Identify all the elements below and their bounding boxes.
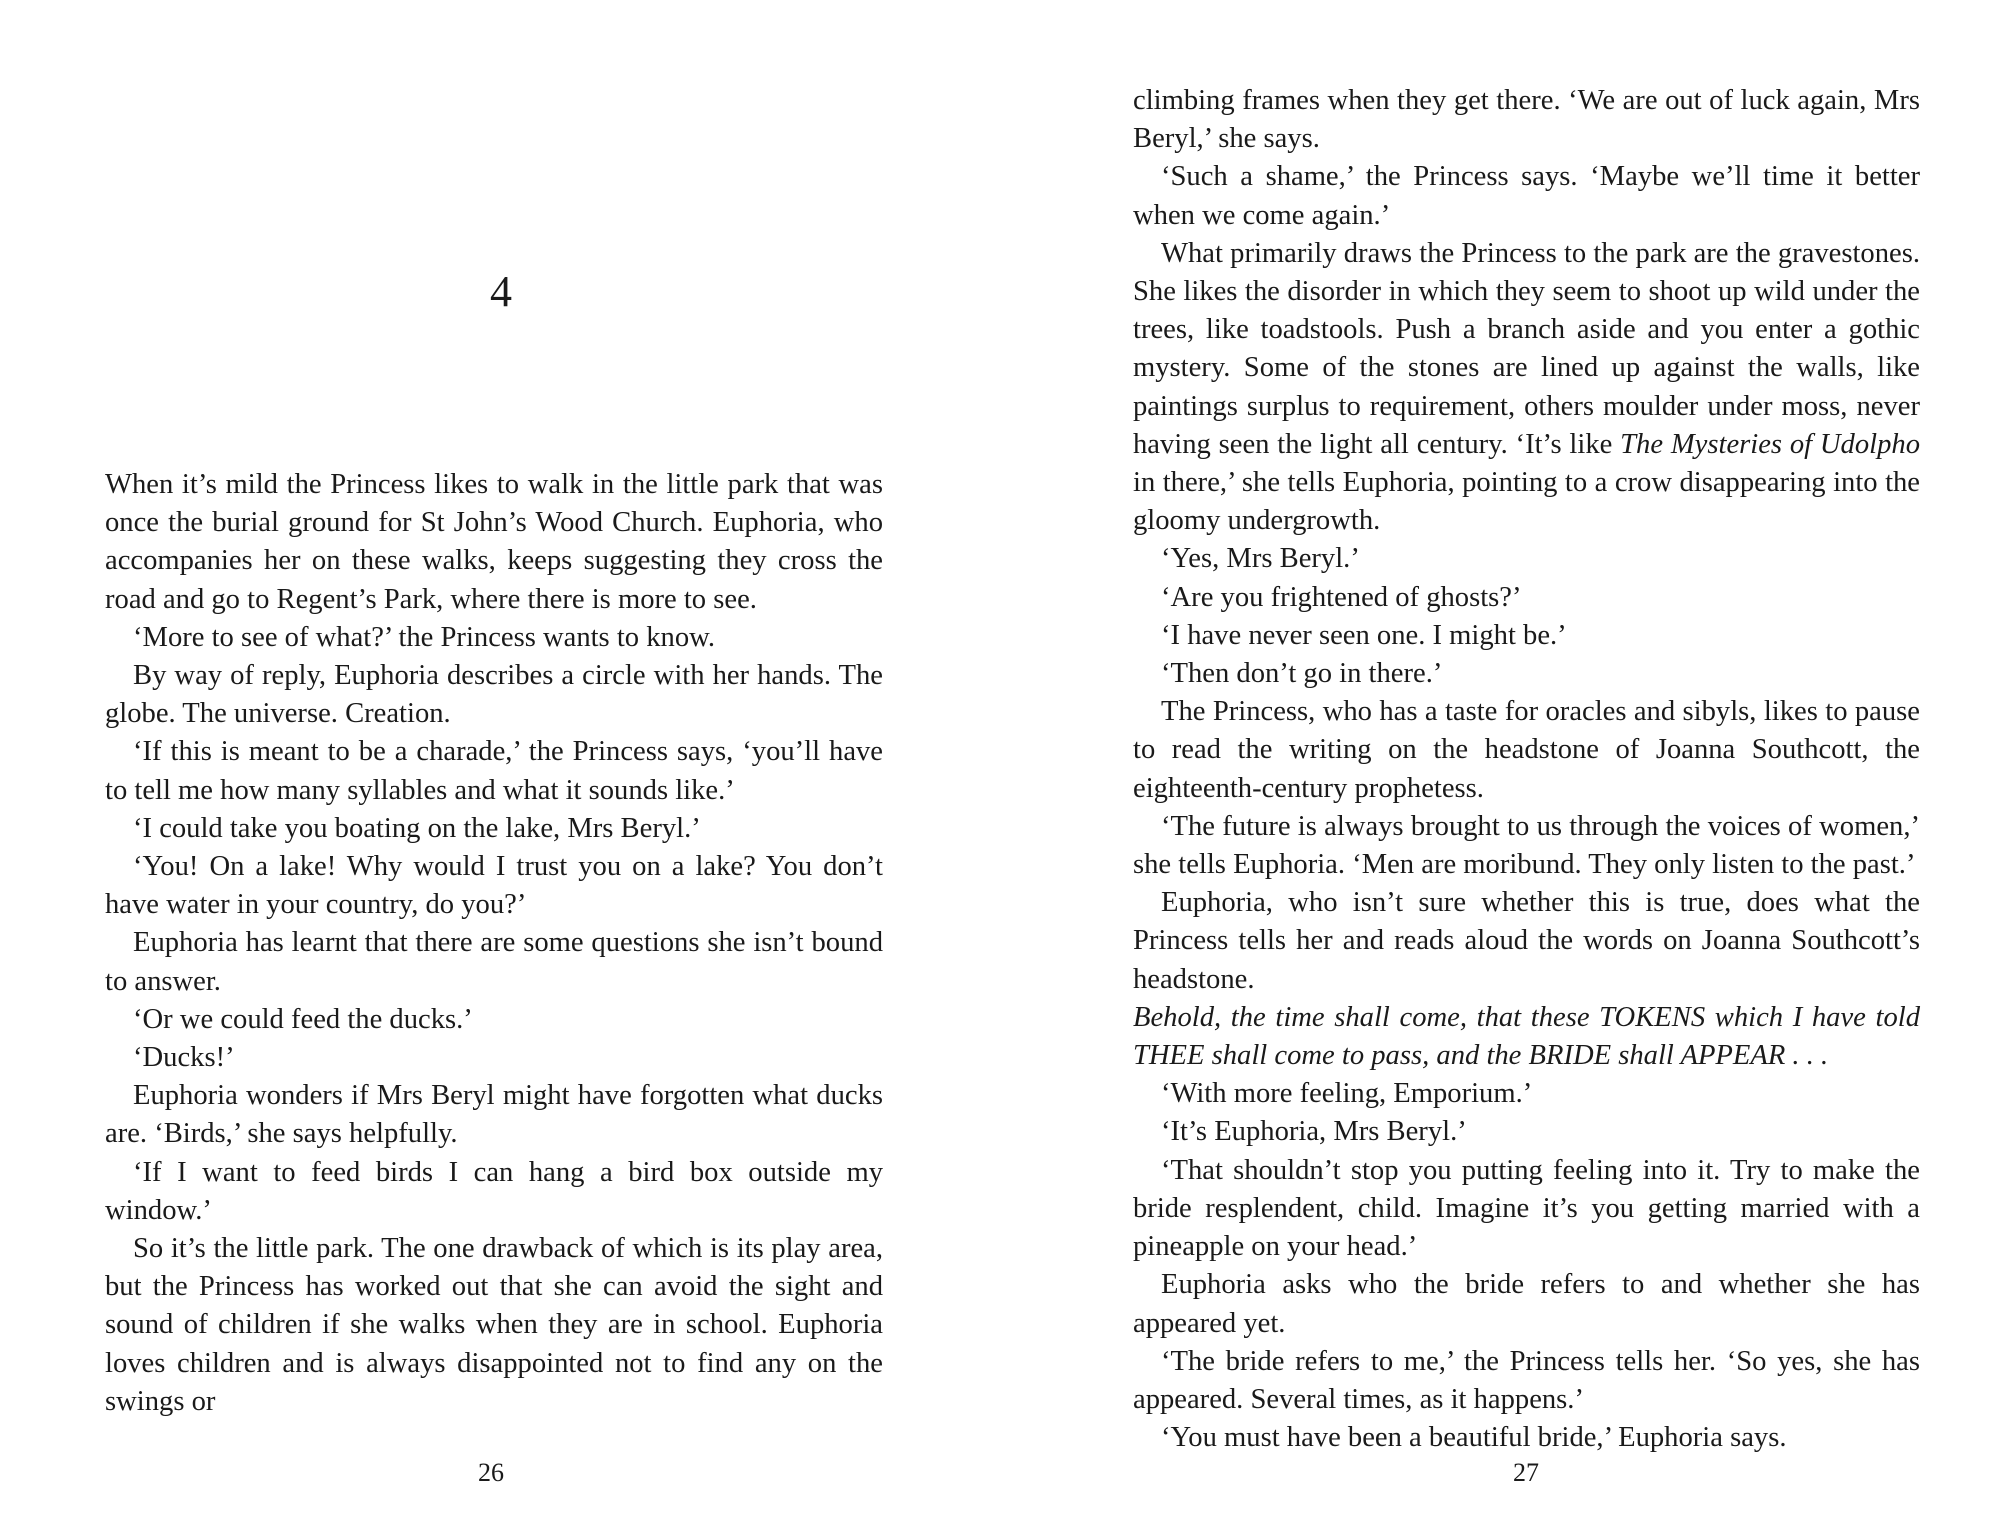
paragraph: ‘Ducks!’ — [133, 1042, 235, 1074]
paragraph: When it’s mild the Princess likes to walk in the little park that was once the burial ground for St John’s Wood Church. Euphoria, who accompanies her on these walks, keeps suggesting they cross the road and go to Regent’s Park, where there is more to see. — [105, 469, 883, 615]
headstone-inscription: Behold, the time shall come, that these TOKENS which I have told THEE shall come to pass, and the BRIDE shall APPEAR . . . — [1133, 1001, 1920, 1072]
paragraph: ‘Are you frightened of ghosts?’ — [1161, 581, 1522, 613]
paragraph: ‘Yes, Mrs Beryl.’ — [1161, 543, 1360, 575]
paragraph: ‘It’s Euphoria, Mrs Beryl.’ — [1161, 1116, 1467, 1148]
page-number: 27 — [1513, 1458, 1539, 1487]
right-page-text — [1133, 82, 1920, 1457]
paragraph: ‘Such a shame,’ the Princess says. ‘Maybe we’ll time it better when we come again.’ — [1133, 161, 1920, 231]
paragraph: Euphoria, who isn’t sure whether this is true, does what the Princess tells her and reads aloud the words on Joanna Southcott’s headstone. — [1133, 887, 1920, 995]
paragraph-with-title — [1133, 235, 1920, 541]
paragraph: Euphoria has learnt that there are some questions she isn’t bound to answer. — [105, 927, 883, 997]
paragraph: So it’s the little park. The one drawback of which is its play area, but the Princess has worked out that she can avoid the sight and sound of children if she walks when they are in school. Euphoria loves children and is always disappointed not to find any on the swings or — [105, 1233, 883, 1417]
right-page — [1000, 0, 2000, 1536]
paragraph: ‘You! On a lake! Why would I trust you on a lake? You don’t have water in your country, do you?’ — [105, 851, 883, 921]
left-page-text — [105, 466, 883, 1421]
paragraph: ‘I could take you boating on the lake, Mrs Beryl.’ — [133, 812, 701, 844]
paragraph: ‘I have never seen one. I might be.’ — [1161, 619, 1567, 651]
paragraph: ‘That shouldn’t stop you putting feeling into it. Try to make the bride resplendent, child. Imagine it’s you getting married with a pineapple on your head.’ — [1133, 1154, 1920, 1263]
book-title: The Mysteries of Udolpho — [1620, 428, 1920, 460]
paragraph: ‘If this is meant to be a charade,’ the Princess says, ‘you’ll have to tell me how many syllables and what it sounds like.’ — [105, 736, 883, 806]
paragraph: ‘The bride refers to me,’ the Princess tells her. ‘So yes, she has appeared. Several times, as it happens.’ — [1133, 1345, 1920, 1415]
paragraph: Euphoria asks who the bride refers to and whether she has appeared yet. — [1133, 1269, 1920, 1339]
chapter-number: 4 — [490, 267, 512, 316]
paragraph: ‘With more feeling, Emporium.’ — [1161, 1078, 1533, 1110]
paragraph: ‘More to see of what?’ the Princess wants to know. — [133, 621, 716, 653]
paragraph: By way of reply, Euphoria describes a circle with her hands. The globe. The universe. Creation. — [105, 660, 883, 730]
paragraph: ‘Then don’t go in there.’ — [1161, 658, 1443, 690]
paragraph: ‘Or we could feed the ducks.’ — [133, 1003, 473, 1035]
page-number: 26 — [478, 1458, 504, 1487]
paragraph: ‘You must have been a beautiful bride,’ Euphoria says. — [1161, 1422, 1787, 1454]
paragraph: The Princess, who has a taste for oracles and sibyls, likes to pause to read the writing on the headstone of Joanna Southcott, the eighteenth-century prophetess. — [1133, 696, 1920, 804]
paragraph: ‘If I want to feed birds I can hang a bird box outside my window.’ — [105, 1156, 883, 1226]
paragraph: climbing frames when they get there. ‘We are out of luck again, Mrs Beryl,’ she says. — [1133, 85, 1920, 155]
paragraph: Euphoria wonders if Mrs Beryl might have forgotten what ducks are. ‘Birds,’ she says helpfully. — [105, 1080, 883, 1150]
text-run: in there,’ she tells Euphoria, pointing to a crow disappearing into the gloomy undergrowth. — [1133, 467, 1920, 537]
paragraph: ‘The future is always brought to us through the voices of women,’ she tells Euphoria. ‘Men are moribund. They only listen to the past.’ — [1133, 810, 1920, 881]
text-run: What primarily draws the Princess to the park are the gravestones. She likes the disorder in which they seem to shoot up wild under the trees, like toadstools. Push a branch aside and you enter a gothic mystery. Some of the stones are lined up against the walls, like paintings surplus to requirement, others moulder under moss, never having seen the light all century. ‘It’s like — [1133, 237, 1920, 460]
